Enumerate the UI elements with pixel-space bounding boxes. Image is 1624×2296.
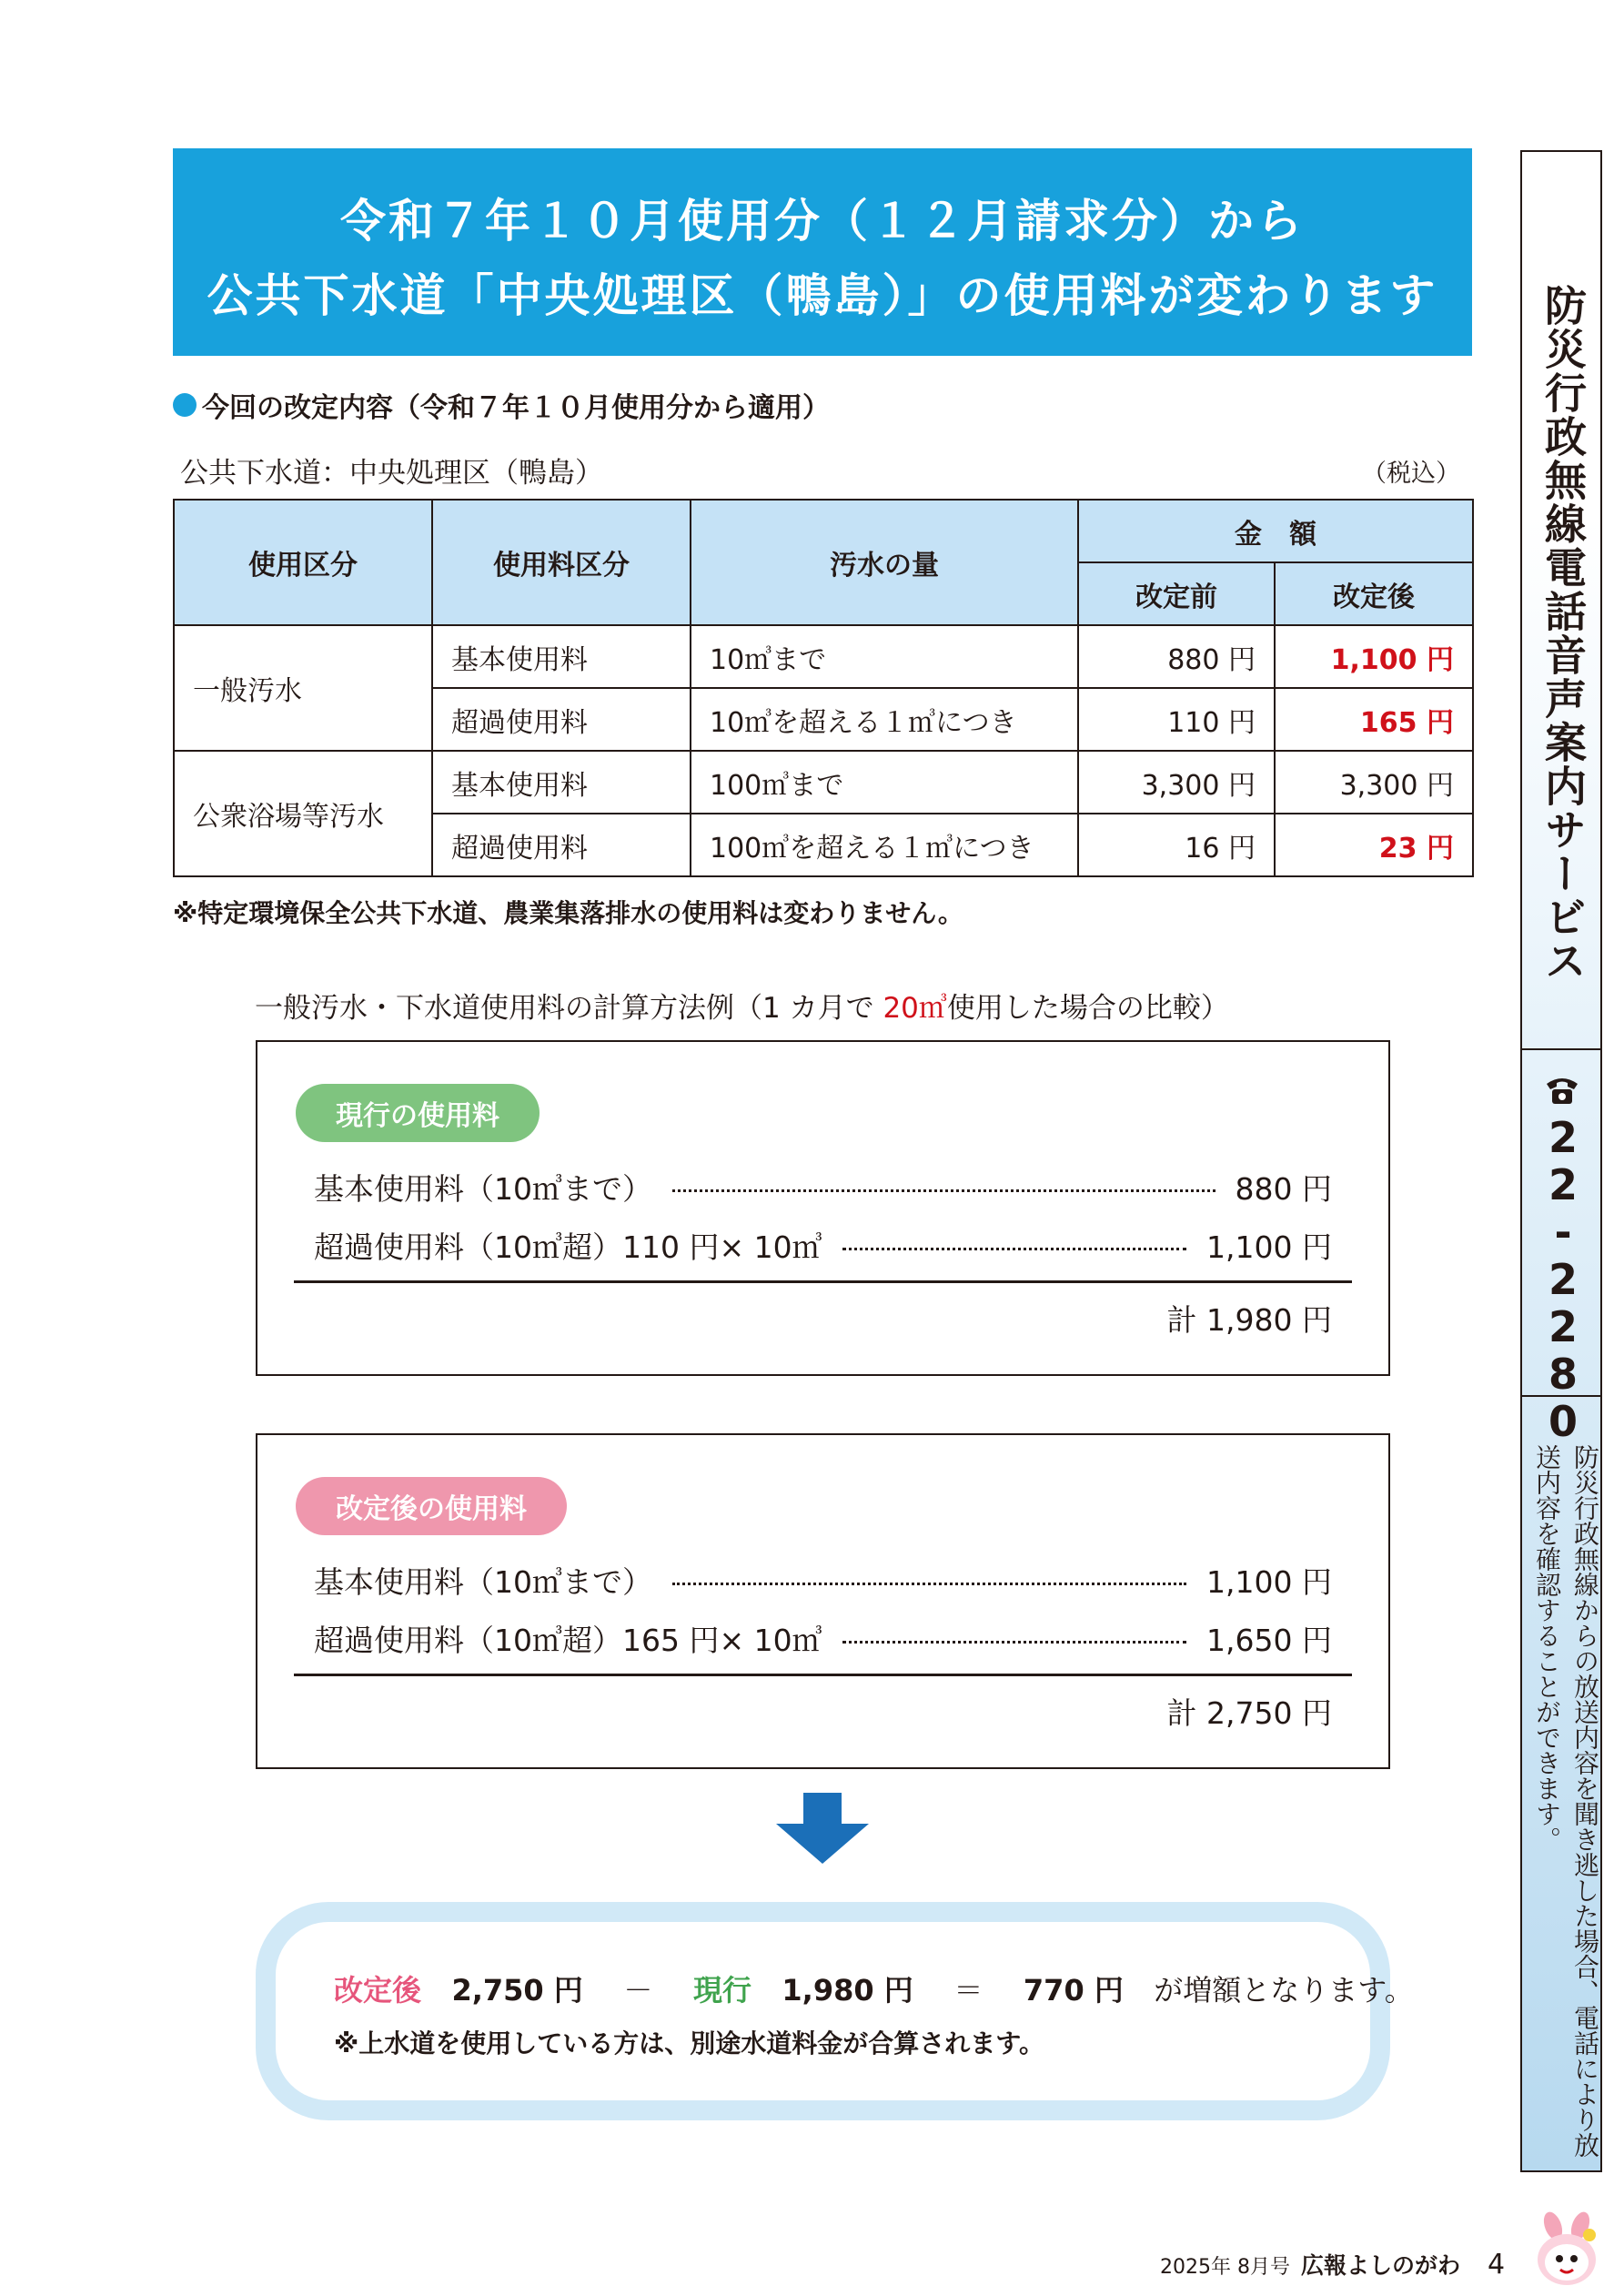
result-current-value: 1,980 円 (782, 1973, 913, 2008)
side-description: 防災行政無線からの放送内容を聞き逃した場合、電話により放送内容を確認することができます。 (1532, 1444, 1600, 2158)
before-cell: 110 円 (1078, 688, 1275, 751)
before-cell: 16 円 (1078, 814, 1275, 876)
volume-cell: 100㎥を超える１㎥につき (691, 814, 1078, 876)
fee-cell: 基本使用料 (432, 625, 691, 688)
footer-magazine: 広報よしのがわ (1300, 2252, 1460, 2279)
tax-note: （税込） (1362, 460, 1460, 488)
revised-basic-value: 1,100 円 (1206, 1564, 1332, 1600)
after-cell: 23 円 (1275, 814, 1473, 876)
section-heading (173, 385, 830, 425)
header-usage-type: 使用区分 (174, 500, 432, 625)
fee-cell: 超過使用料 (432, 688, 691, 751)
current-excess-value: 1,100 円 (1206, 1229, 1332, 1265)
current-total: 計 1,980 円 (1166, 1302, 1332, 1338)
leader-dots (842, 1641, 1186, 1644)
before-cell: 3,300 円 (1078, 751, 1275, 814)
header-after: 改定後 (1275, 562, 1473, 625)
side-title: 防災行政無線電話音声案内サービス (1538, 284, 1588, 983)
after-cell: 165 円 (1275, 688, 1473, 751)
current-excess-row (314, 1224, 1332, 1267)
current-basic-label: 基本使用料（10㎥まで） (314, 1171, 652, 1207)
volume-cell: 10㎥まで (691, 625, 1078, 688)
table-header-row (174, 500, 1473, 562)
current-excess-label: 超過使用料（10㎥超）110 円× 10㎥ (314, 1229, 822, 1265)
current-basic-row (314, 1166, 1332, 1209)
result-suffix: が増額となります。 (1154, 1973, 1414, 2008)
before-cell: 880 円 (1078, 625, 1275, 688)
telephone-icon (1543, 1071, 1581, 1109)
result-current-label: 現行 (692, 1973, 751, 2008)
sum-rule (294, 1674, 1352, 1676)
after-cell: 1,100 円 (1275, 625, 1473, 688)
after-cell: 3,300 円 (1275, 751, 1473, 814)
volume-cell: 100㎥まで (691, 751, 1078, 814)
revised-basic-row (314, 1559, 1332, 1602)
header-before: 改定前 (1078, 562, 1275, 625)
title-banner (173, 148, 1472, 356)
revised-basic-label: 基本使用料（10㎥まで） (314, 1564, 652, 1600)
calc-title-pre: 一般汚水・下水道使用料の計算方法例（1 カ月で (255, 992, 883, 1025)
result-diff-value: 770 円 (1023, 1973, 1124, 2008)
revised-excess-value: 1,650 円 (1206, 1623, 1332, 1658)
mascot-character-icon (1526, 2210, 1608, 2291)
current-basic-value: 880 円 (1235, 1171, 1332, 1207)
calc-title-post: 使用した場合の比較） (946, 992, 1229, 1025)
section-heading-text: 今回の改定内容（令和７年１０月使用分から適用） (202, 392, 830, 424)
table-row (174, 625, 1473, 688)
revised-excess-label: 超過使用料（10㎥超）165 円× 10㎥ (314, 1623, 822, 1658)
current-fee-box (256, 1040, 1390, 1376)
down-arrow-icon (776, 1793, 869, 1864)
footer (1160, 2248, 1505, 2281)
leader-dots (672, 1189, 1215, 1192)
calc-title (255, 985, 1229, 1026)
result-after-label: 改定後 (334, 1973, 422, 2008)
banner-title-line2: 公共下水道「中央処理区（鴨島）」の使用料が変わります (207, 269, 1438, 322)
bullet-dot-icon (173, 393, 197, 417)
header-amount: 金 額 (1078, 500, 1473, 562)
leader-dots (672, 1583, 1186, 1585)
side-panel (1520, 150, 1602, 2172)
header-volume: 汚水の量 (691, 500, 1078, 625)
result-equals: ＝ (953, 1973, 983, 2008)
header-fee-type: 使用料区分 (432, 500, 691, 625)
fee-cell: 基本使用料 (432, 751, 691, 814)
side-divider (1522, 1395, 1600, 1397)
revised-excess-row (314, 1617, 1332, 1660)
group-name: 公衆浴場等汚水 (174, 751, 432, 876)
footer-issue: 2025年 8月号 (1160, 2256, 1290, 2279)
fee-cell: 超過使用料 (432, 814, 691, 876)
calc-title-highlight: 20㎥ (883, 992, 947, 1025)
side-divider (1522, 1048, 1600, 1050)
revised-fee-label: 改定後の使用料 (296, 1477, 567, 1535)
result-box (256, 1902, 1414, 2120)
table-note: ※特定環境保全公共下水道、農業集落排水の使用料は変わりません。 (173, 898, 963, 928)
table-row (174, 751, 1473, 814)
group-name: 一般汚水 (174, 625, 432, 751)
side-phone-number: 22-2280 (1538, 1113, 1588, 1444)
banner-title-line1: 令和７年１０月使用分（１２月請求分）から (340, 195, 1305, 248)
revised-fee-box (256, 1433, 1390, 1769)
current-fee-label: 現行の使用料 (296, 1084, 540, 1142)
result-after-value: 2,750 円 (451, 1973, 583, 2008)
volume-cell: 10㎥を超える１㎥につき (691, 688, 1078, 751)
page-number: 4 (1488, 2249, 1506, 2281)
fee-table (173, 499, 1474, 877)
revised-total: 計 2,750 円 (1166, 1695, 1332, 1731)
leader-dots (842, 1248, 1186, 1250)
result-note: ※上水道を使用している方は、別途水道料金が合算されます。 (334, 2028, 1044, 2058)
result-equation (334, 1967, 1414, 2009)
result-minus: － (623, 1973, 653, 2008)
section-subheading: 公共下水道：中央処理区（鴨島） (180, 457, 603, 490)
sum-rule (294, 1280, 1352, 1283)
